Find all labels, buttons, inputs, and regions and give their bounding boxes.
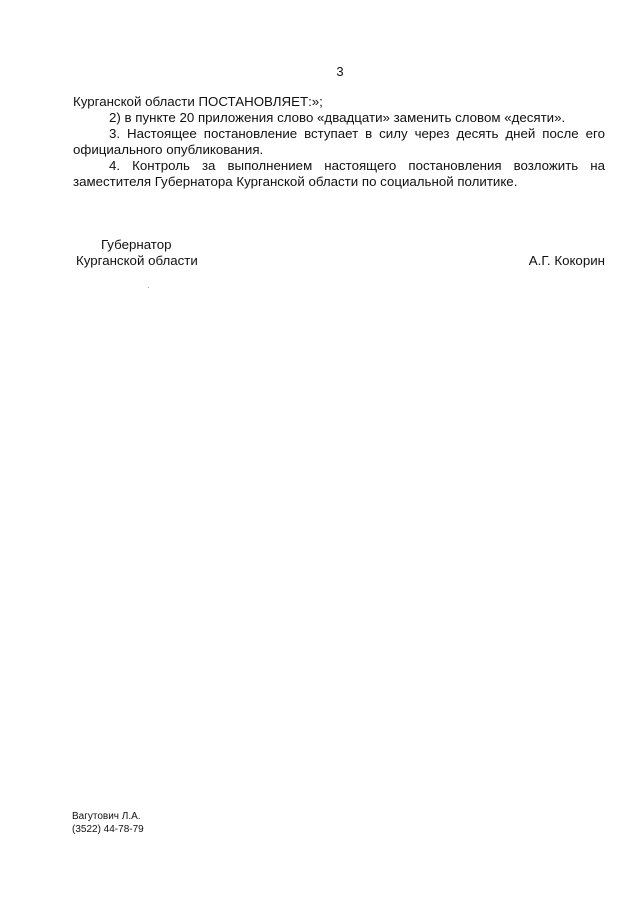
paragraph-item-3: 3. Настоящее постановление вступает в силу через десять дней после его официального опубликования. — [73, 126, 605, 157]
decree-body — [73, 94, 605, 190]
signatory-title: Губернатор — [101, 237, 172, 252]
paragraph-item-4: 4. Контроль за выполнением настоящего постановления возложить на заместителя Губернатора Курганской области по социальной политике. — [73, 158, 605, 189]
scan-speck — [148, 287, 149, 288]
paragraph-continuation: Курганской области ПОСТАНОВЛЯЕТ:»; — [73, 94, 323, 109]
signatory-name: А.Г. Кокорин — [528, 253, 605, 268]
paragraph-item-2: 2) в пункте 20 приложения слово «двадцати» заменить словом «десяти». — [109, 110, 566, 125]
signatory-organization: Курганской области — [76, 253, 198, 268]
signature-block — [74, 237, 605, 269]
executor-phone: (3522) 44-78-79 — [72, 824, 144, 835]
executor-name: Вагутович Л.А. — [72, 811, 141, 822]
page-number: 3 — [336, 64, 344, 79]
executor-info — [72, 810, 144, 836]
